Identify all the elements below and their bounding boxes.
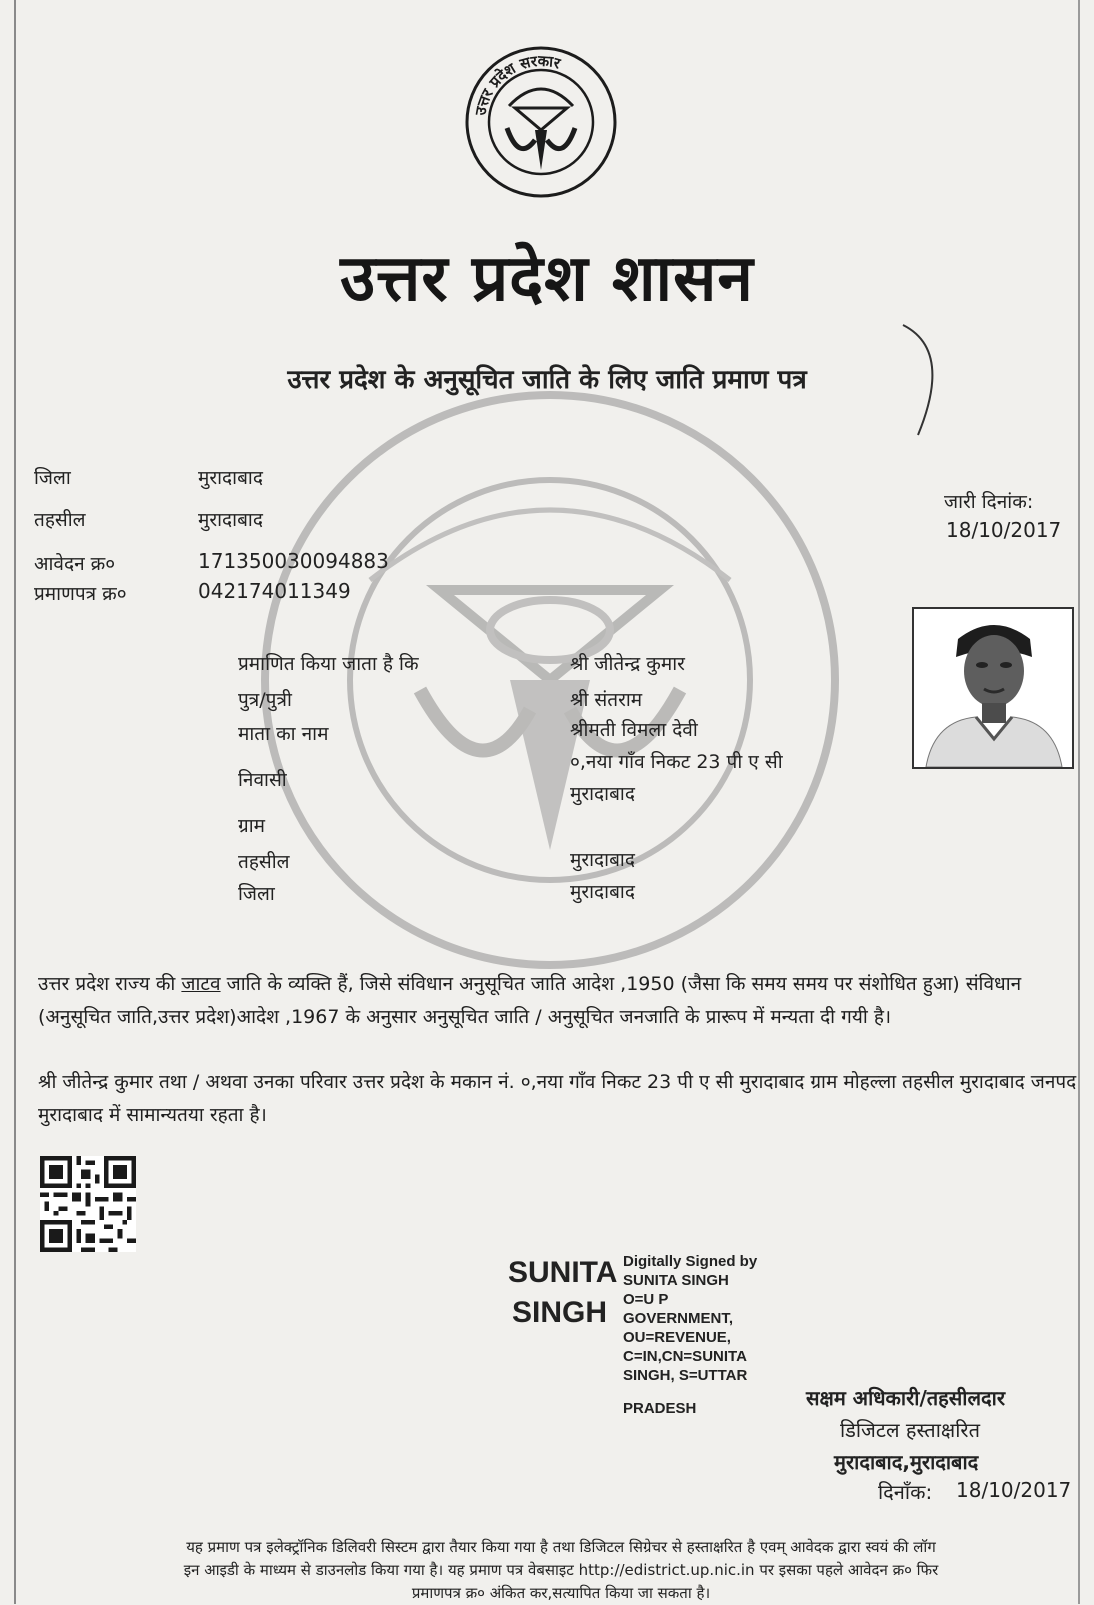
officer-title: सक्षम अधिकारी/तहसीलदार	[806, 1386, 1006, 1410]
verification-footer	[44, 1536, 1078, 1605]
dsig-line: SUNITA SINGH	[623, 1272, 729, 1289]
seal-text: उत्तर प्रदेश सरकार	[471, 51, 563, 117]
footer-line1: यह प्रमाण पत्र इलेक्ट्रॉनिक डिलिवरी सिस्टम द्वारा तैयार किया गया है तथा डिजिटल सिग्रेचर से हस्ताक्षरित है एवम् आवेदक द्वारा स्वयं की लॉग	[186, 1538, 936, 1556]
dsig-line: PRADESH	[623, 1400, 697, 1417]
qr-code	[40, 1156, 136, 1252]
person-district-label: जिला	[238, 883, 275, 905]
sign-date-label: दिनाँक:	[878, 1480, 933, 1504]
certificate-number-value: 042174011349	[198, 579, 351, 603]
mother-name: श्रीमती विमला देवी	[570, 719, 698, 741]
person-district-value: मुरादाबाद	[570, 881, 635, 903]
document-title: उत्तर प्रदेश शासन	[340, 242, 754, 316]
signer-name-line1: SUNITA	[508, 1256, 618, 1289]
dsig-line: Digitally Signed by	[623, 1253, 758, 1270]
issue-date-label: जारी दिनांक:	[944, 491, 1034, 513]
address-line1: ०,नया गाँव निकट 23 पी ए सी	[570, 751, 783, 773]
district-label: जिला	[34, 467, 71, 489]
footer-line3: प्रमाणपत्र क्र० अंकित कर,सत्यापित किया जा सकता है।	[411, 1584, 711, 1602]
mother-name-label: माता का नाम	[238, 723, 329, 745]
emblem-watermark	[250, 380, 850, 980]
caste-statement-rest: जाति के व्यक्ति हैं, जिसे संविधान अनुसूचित जाति आदेश ,1950 (जैसा कि समय समय पर संशोधित हुआ) संविधान (अनुसूचित जाति,उत्तर प्रदेश)आदेश ,1967 के अनुसार अनुसूचित जाति / अनुसूचित जनजाति के प्रारूप में मन्यता दी गयी है।	[38, 973, 1022, 1028]
caste-name: जाटव	[181, 973, 221, 995]
address-line2: मुरादाबाद	[570, 783, 635, 805]
digital-sign-text: डिजिटल हस्ताक्षरित	[840, 1418, 980, 1442]
dsig-line: GOVERNMENT,	[623, 1310, 734, 1327]
certificate-number-label: प्रमाणपत्र क्र०	[34, 583, 127, 605]
issue-date-value: 18/10/2017	[946, 518, 1062, 542]
application-number-value: 171350030094883	[198, 549, 389, 573]
district-value: मुरादाबाद	[198, 467, 263, 489]
pen-mark	[898, 320, 958, 440]
resident-label: निवासी	[238, 769, 287, 791]
person-tehsil-value: मुरादाबाद	[570, 849, 635, 871]
dsig-line: SINGH, S=UTTAR	[623, 1367, 748, 1384]
applicant-photo-image	[914, 609, 1072, 767]
dsig-line: O=U P	[623, 1291, 669, 1308]
holder-name: श्री जीतेन्द्र कुमार	[570, 653, 685, 675]
dsig-line: OU=REVENUE,	[623, 1329, 731, 1346]
person-tehsil-label: तहसील	[238, 851, 290, 873]
office-place: मुरादाबाद,मुरादाबाद	[834, 1450, 979, 1474]
tehsil-label: तहसील	[34, 509, 86, 531]
footer-line2: इन आइडी के माध्यम से डाउनलोड किया गया है। यह प्रमाण पत्र वेबसाइट http://edistrict.up.nic.in पर इसका पहले आवेदन क्र० फिर	[183, 1561, 939, 1579]
sign-date-value: 18/10/2017	[956, 1478, 1072, 1502]
dsig-line: C=IN,CN=SUNITA	[623, 1348, 747, 1365]
up-government-seal	[463, 44, 619, 200]
caste-statement-start: उत्तर प्रदेश राज्य की	[38, 973, 182, 995]
father-name: श्री संतराम	[570, 689, 643, 711]
village-label: ग्राम	[238, 815, 265, 837]
signer-name-line2: SINGH	[512, 1296, 608, 1329]
certificate-subtitle: उत्तर प्रदेश के अनुसूचित जाति के लिए जाति प्रमाण पत्र	[287, 365, 807, 395]
residence-statement: श्री जीतेन्द्र कुमार तथा / अथवा उनका परिवार उत्तर प्रदेश के मकान नं. ०,नया गाँव निकट 23 पी ए सी मुरादाबाद ग्राम मोहल्ला तहसील मुरादाबाद जनपद मुरादाबाद में सामान्यतया रहता है।	[38, 1071, 1077, 1126]
applicant-photo	[912, 607, 1074, 769]
tehsil-value: मुरादाबाद	[198, 509, 263, 531]
certified-label: प्रमाणित किया जाता है कि	[238, 653, 419, 675]
caste-statement	[38, 968, 1078, 1034]
child-of-label: पुत्र/पुत्री	[238, 689, 292, 711]
application-number-label: आवेदन क्र०	[34, 553, 116, 575]
digital-signature-details	[623, 1252, 793, 1418]
